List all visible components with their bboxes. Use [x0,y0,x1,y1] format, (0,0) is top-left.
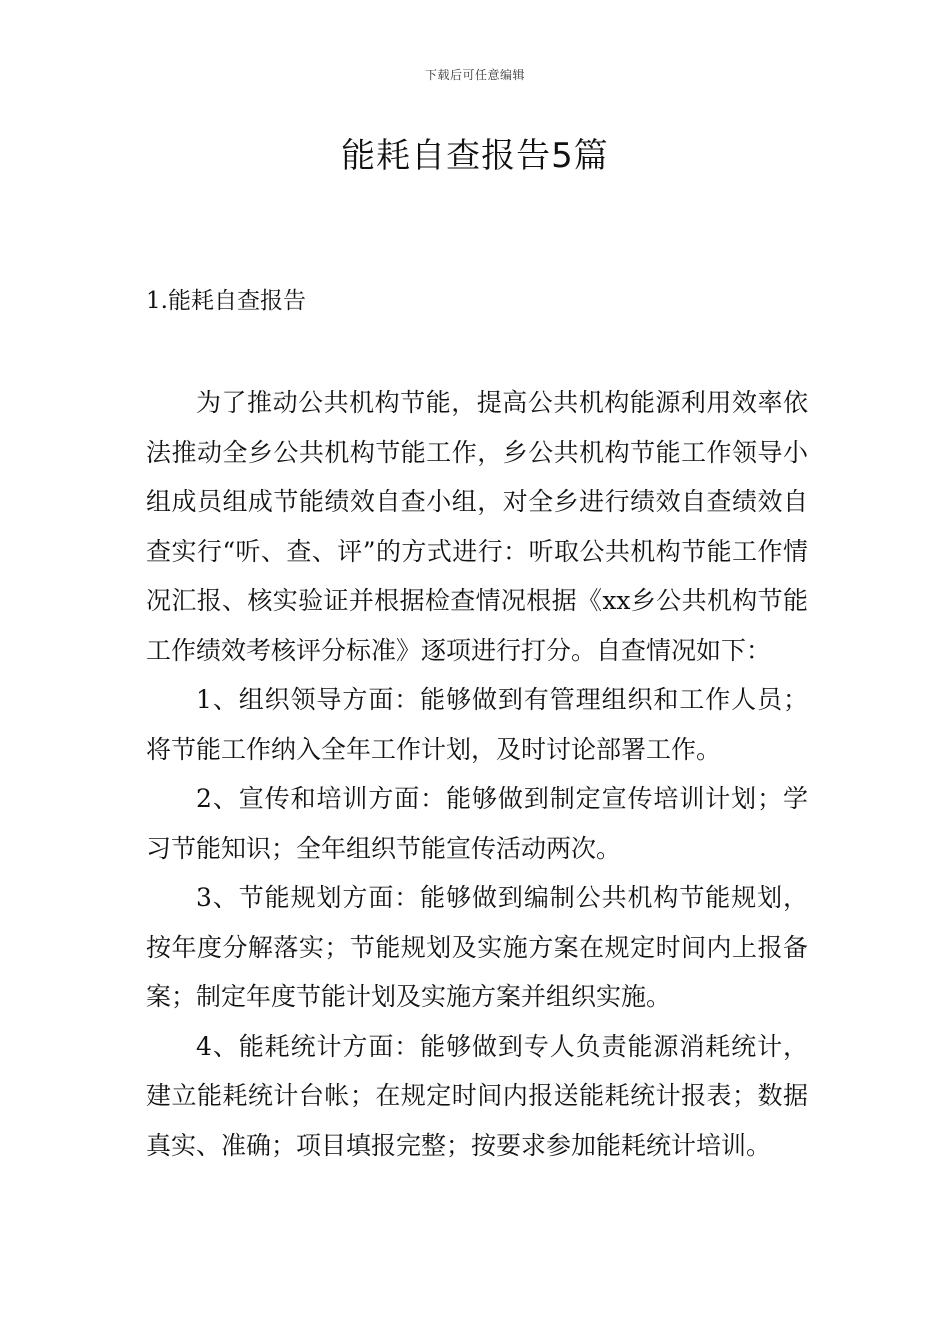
paragraph-intro: 为了推动公共机构节能，提高公共机构能源利用效率依法推动全乡公共机构节能工作，乡公共机构节能工作领导小组成员组成节能绩效自查小组，对全乡进行绩效自查绩效自查实行“听、查、评”的方式进行：听取公共机构节能工作情况汇报、核实验证并根据检查情况根据《xx乡公共机构节能工作绩效考核评分标准》逐项进行打分。自查情况如下： [146,388,808,665]
paragraph-item-2: 2、宣传和培训方面：能够做到制定宣传培训计划；学习节能知识；全年组织节能宣传活动两次。 [146,784,808,863]
section-heading: 1.能耗自查报告 [146,288,306,314]
header-note: 下载后可任意编辑 [424,68,525,82]
document-title: 能耗自查报告5篇 [341,136,609,176]
paragraph-item-1: 1、组织领导方面：能够做到有管理组织和工作人员；将节能工作纳入全年工作计划，及时讨论部署工作。 [146,685,808,764]
paragraph-item-3: 3、节能规划方面：能够做到编制公共机构节能规划，按年度分解落实；节能规划及实施方案在规定时间内上报备案；制定年度节能计划及实施方案并组织实施。 [146,883,808,1011]
document-body [146,378,808,1170]
paragraph-item-4: 4、能耗统计方面：能够做到专人负责能源消耗统计，建立能耗统计台帐；在规定时间内报送能耗统计报表；数据真实、准确；项目填报完整；按要求参加能耗统计培训。 [146,1031,808,1160]
